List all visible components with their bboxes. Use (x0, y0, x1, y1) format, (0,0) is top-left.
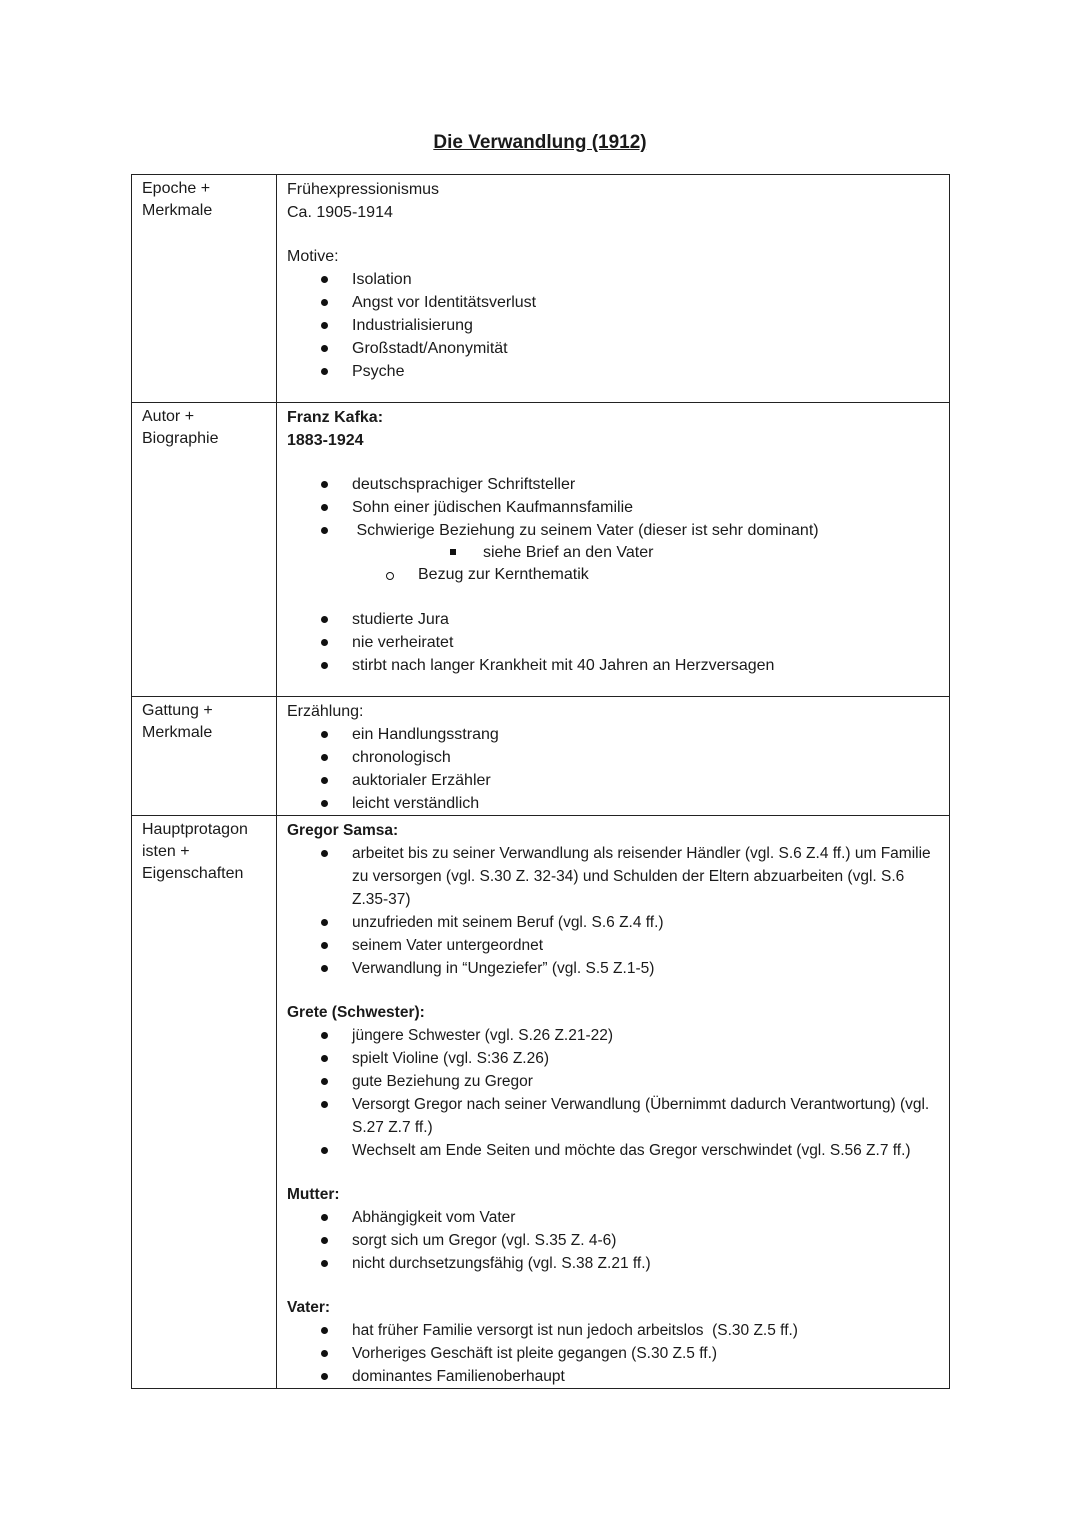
label-epoche (132, 175, 277, 403)
label-line: Gattung + (142, 702, 213, 719)
motive-list (287, 268, 943, 383)
label-line: Hauptprotagon (142, 821, 248, 838)
list-item: arbeitet bis zu seiner Verwandlung als reisender Händler (vgl. S.6 Z.4 ff.) um Familie zu versorgen (vgl. S.30 Z. 32-34) und Schulden der Eltern abzuarbeiten (vgl. S.6 Z.35-37) (287, 842, 943, 911)
author-name: Franz Kafka: (287, 409, 384, 426)
biography-list (287, 473, 943, 542)
document-title: Die Verwandlung (1912) (433, 132, 647, 153)
vater-heading: Vater: (287, 1299, 331, 1316)
grete-list (287, 1024, 943, 1162)
list-item: leicht verständlich (287, 792, 943, 815)
list-item: Sohn einer jüdischen Kaufmannsfamilie (287, 496, 943, 519)
genre-heading: Erzählung: (287, 703, 364, 720)
sub-item-square: siehe Brief an den Vater (287, 542, 943, 564)
row-hauptprotagonisten (132, 816, 950, 1389)
list-item: dominantes Familienoberhaupt (287, 1365, 943, 1388)
list-item: chronologisch (287, 746, 943, 769)
list-item: Wechselt am Ende Seiten und möchte das Gregor verschwindet (vgl. S.56 Z.7 ff.) (287, 1139, 943, 1162)
epoch-name: Frühexpressionismus (287, 181, 440, 198)
gregor-heading: Gregor Samsa: (287, 822, 399, 839)
mutter-heading: Mutter: (287, 1186, 340, 1203)
list-item: deutschsprachiger Schriftsteller (287, 473, 943, 496)
content-gattung (277, 697, 950, 816)
gregor-list (287, 842, 943, 980)
list-item: gute Beziehung zu Gregor (287, 1070, 943, 1093)
content-autor (277, 403, 950, 697)
label-hauptprotagonisten (132, 816, 277, 1389)
label-line: Merkmale (142, 724, 213, 741)
label-line: Eigenschaften (142, 865, 244, 882)
label-gattung (132, 697, 277, 816)
list-item: Verwandlung in “Ungeziefer” (vgl. S.5 Z.1-5) (287, 957, 943, 980)
list-item: Schwierige Beziehung zu seinem Vater (dieser ist sehr dominant) (287, 519, 943, 542)
label-line: Epoche + (142, 180, 211, 197)
overview-table (131, 174, 950, 1389)
list-item: jüngere Schwester (vgl. S.26 Z.21-22) (287, 1024, 943, 1047)
list-item: Psyche (287, 360, 943, 383)
list-item: stirbt nach langer Krankheit mit 40 Jahren an Herzversagen (287, 654, 943, 677)
list-item: Angst vor Identitätsverlust (287, 291, 943, 314)
list-item: studierte Jura (287, 608, 943, 631)
list-item: Versorgt Gregor nach seiner Verwandlung (Übernimmt dadurch Verantwortung) (vgl. S.27 Z.7 ff.) (287, 1093, 943, 1139)
content-hauptprotagonisten (277, 816, 950, 1389)
label-line: Biographie (142, 430, 219, 447)
row-autor (132, 403, 950, 697)
list-item: auktorialer Erzähler (287, 769, 943, 792)
list-item: Abhängigkeit vom Vater (287, 1206, 943, 1229)
list-item: ein Handlungsstrang (287, 723, 943, 746)
list-item: nie verheiratet (287, 631, 943, 654)
sub-item-circle: Bezug zur Kernthematik (287, 564, 943, 586)
epoch-years: Ca. 1905-1914 (287, 204, 393, 221)
grete-heading: Grete (Schwester): (287, 1004, 425, 1021)
list-item: Großstadt/Anonymität (287, 337, 943, 360)
list-item: Vorheriges Geschäft ist pleite gegangen (S.30 Z.5 ff.) (287, 1342, 943, 1365)
motive-heading: Motive: (287, 248, 339, 265)
list-item: Industrialisierung (287, 314, 943, 337)
list-item: hat früher Familie versorgt ist nun jedoch arbeitslos (S.30 Z.5 ff.) (287, 1319, 943, 1342)
label-line: Autor + (142, 408, 195, 425)
row-epoche (132, 175, 950, 403)
list-item: Isolation (287, 268, 943, 291)
mutter-list (287, 1206, 943, 1275)
biography-list-2 (287, 608, 943, 677)
list-item: spielt Violine (vgl. S:36 Z.26) (287, 1047, 943, 1070)
label-line: Merkmale (142, 202, 213, 219)
label-autor (132, 403, 277, 697)
label-line: isten + (142, 843, 190, 860)
list-item: seinem Vater untergeordnet (287, 934, 943, 957)
author-years: 1883-1924 (287, 432, 364, 449)
list-item: unzufrieden mit seinem Beruf (vgl. S.6 Z.4 ff.) (287, 911, 943, 934)
row-gattung (132, 697, 950, 816)
content-epoche (277, 175, 950, 403)
genre-list (287, 723, 943, 815)
list-item: nicht durchsetzungsfähig (vgl. S.38 Z.21 ff.) (287, 1252, 943, 1275)
vater-list (287, 1319, 943, 1388)
list-item: sorgt sich um Gregor (vgl. S.35 Z. 4-6) (287, 1229, 943, 1252)
